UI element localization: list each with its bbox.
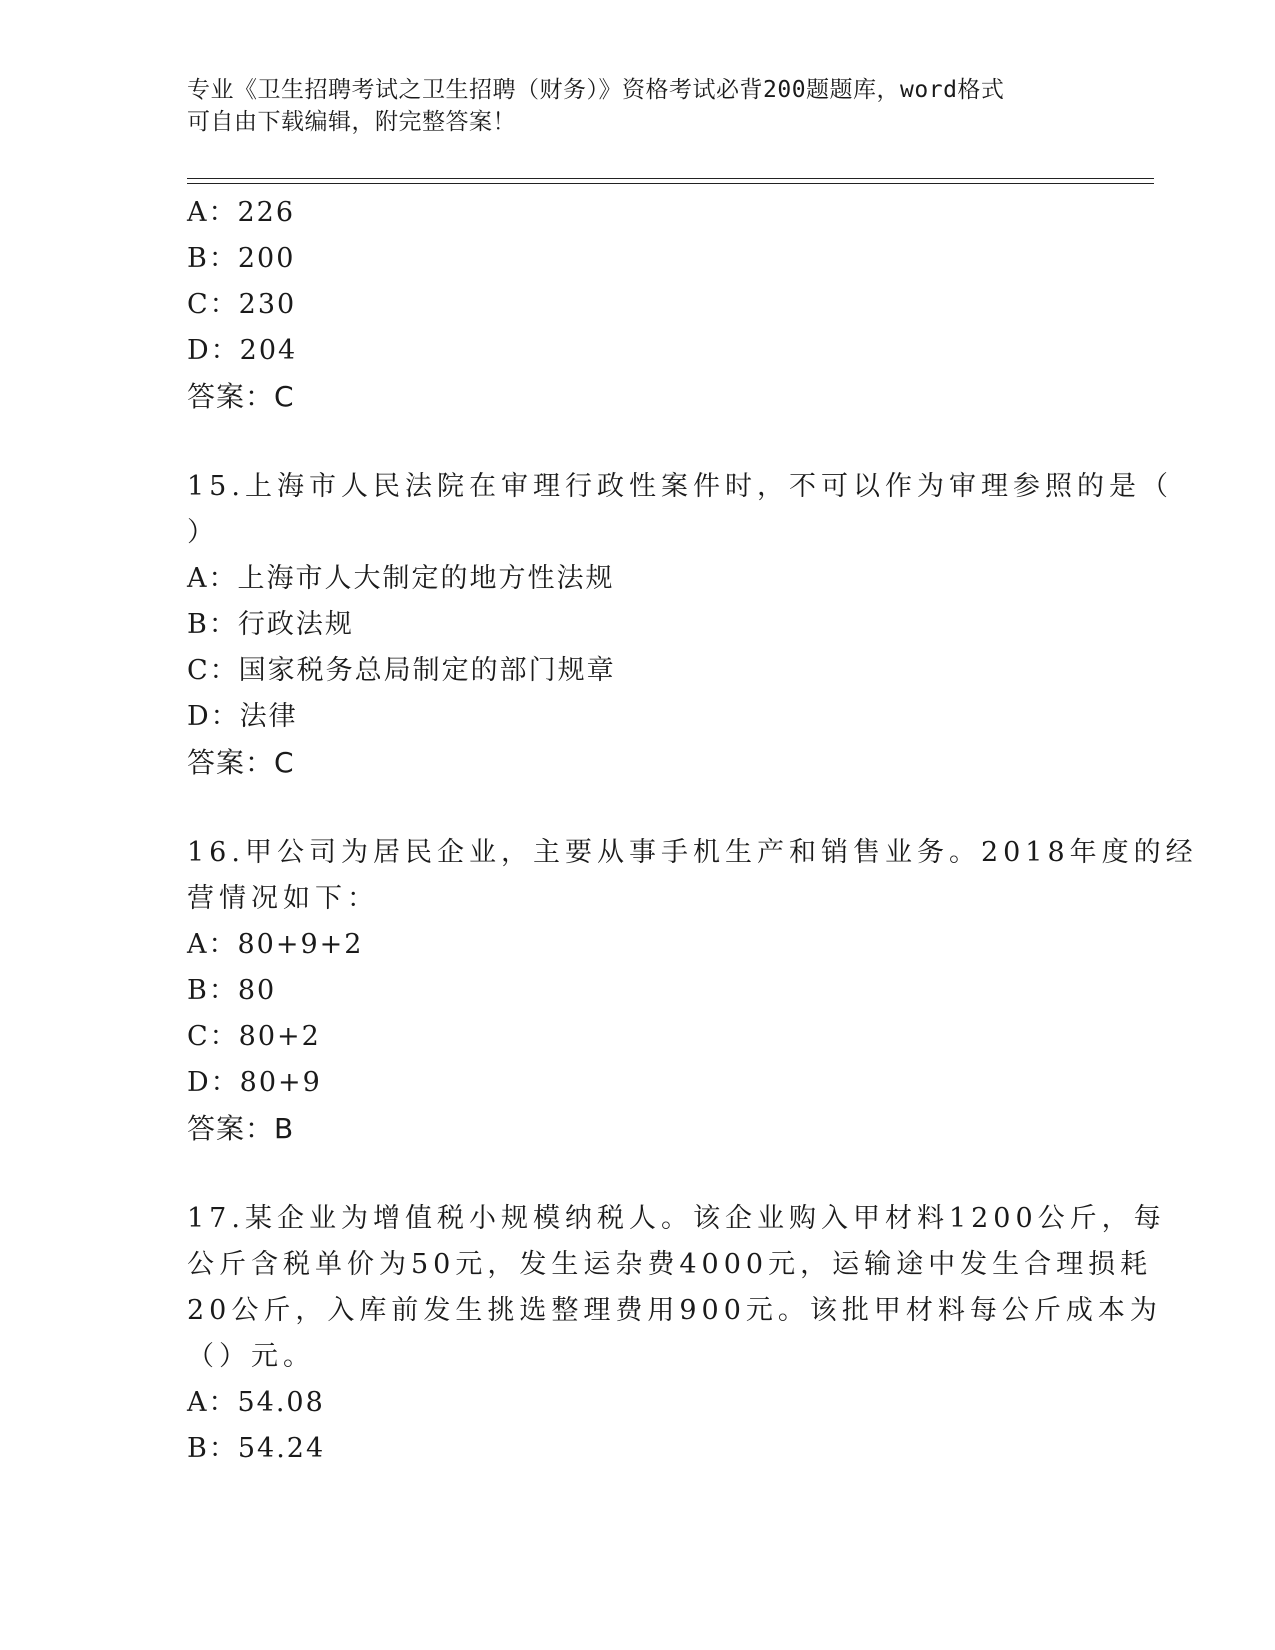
- question-stem-line-2: ）: [187, 517, 219, 548]
- option-d: D：法律: [187, 701, 298, 732]
- question-15: [187, 464, 1173, 786]
- question-stem-line-3: 20公斤，入库前发生挑选整理费用900元。该批甲材料每公斤成本为: [187, 1295, 1162, 1326]
- question-stem-line-2: 营情况如下：: [187, 883, 379, 914]
- option-a: A：上海市人大制定的地方性法规: [187, 563, 615, 594]
- question-stem-line-1: 17.某企业为增值税小规模纳税人。该企业购入甲材料1200公斤，每: [187, 1203, 1166, 1234]
- document-header: [187, 74, 1067, 138]
- header-title-line-1: 专业《卫生招聘考试之卫生招聘（财务）》资格考试必背200题题库，word格式: [187, 77, 1005, 103]
- spacer: [187, 786, 1087, 830]
- question-stem-line-2: 公斤含税单价为50元，发生运杂费4000元，运输途中发生合理损耗: [187, 1249, 1153, 1280]
- option-b: B：80: [187, 975, 277, 1006]
- option-a: A：226: [187, 197, 296, 228]
- answer: 答案：C: [187, 380, 295, 413]
- question-14: [187, 190, 1087, 420]
- header-title-line-2: 可自由下载编辑，附完整答案！: [187, 109, 516, 135]
- question-17: [187, 1196, 1166, 1472]
- option-d: D：204: [187, 335, 298, 366]
- header-divider-top: [187, 178, 1154, 179]
- option-a: A：54.08: [187, 1387, 325, 1418]
- option-b: B：行政法规: [187, 609, 354, 640]
- option-b: B：200: [187, 243, 296, 274]
- spacer: [187, 420, 1087, 464]
- question-stem-line-4: （）元。: [187, 1341, 315, 1372]
- option-c: C：230: [187, 289, 297, 320]
- header-divider-bottom: [187, 183, 1154, 184]
- answer: 答案：B: [187, 1112, 295, 1145]
- spacer: [187, 1152, 1087, 1196]
- question-stem-line-1: 16.甲公司为居民企业，主要从事手机生产和销售业务。2018年度的经: [187, 837, 1198, 868]
- option-c: C：国家税务总局制定的部门规章: [187, 655, 616, 686]
- option-d: D：80+9: [187, 1067, 322, 1098]
- option-a: A：80+9+2: [187, 929, 364, 960]
- question-list: [187, 190, 1198, 1472]
- option-c: C：80+2: [187, 1021, 321, 1052]
- option-b: B：54.24: [187, 1433, 326, 1464]
- question-16: [187, 830, 1198, 1152]
- question-stem-line-1: 15.上海市人民法院在审理行政性案件时，不可以作为审理参照的是（: [187, 471, 1173, 502]
- answer: 答案：C: [187, 746, 295, 779]
